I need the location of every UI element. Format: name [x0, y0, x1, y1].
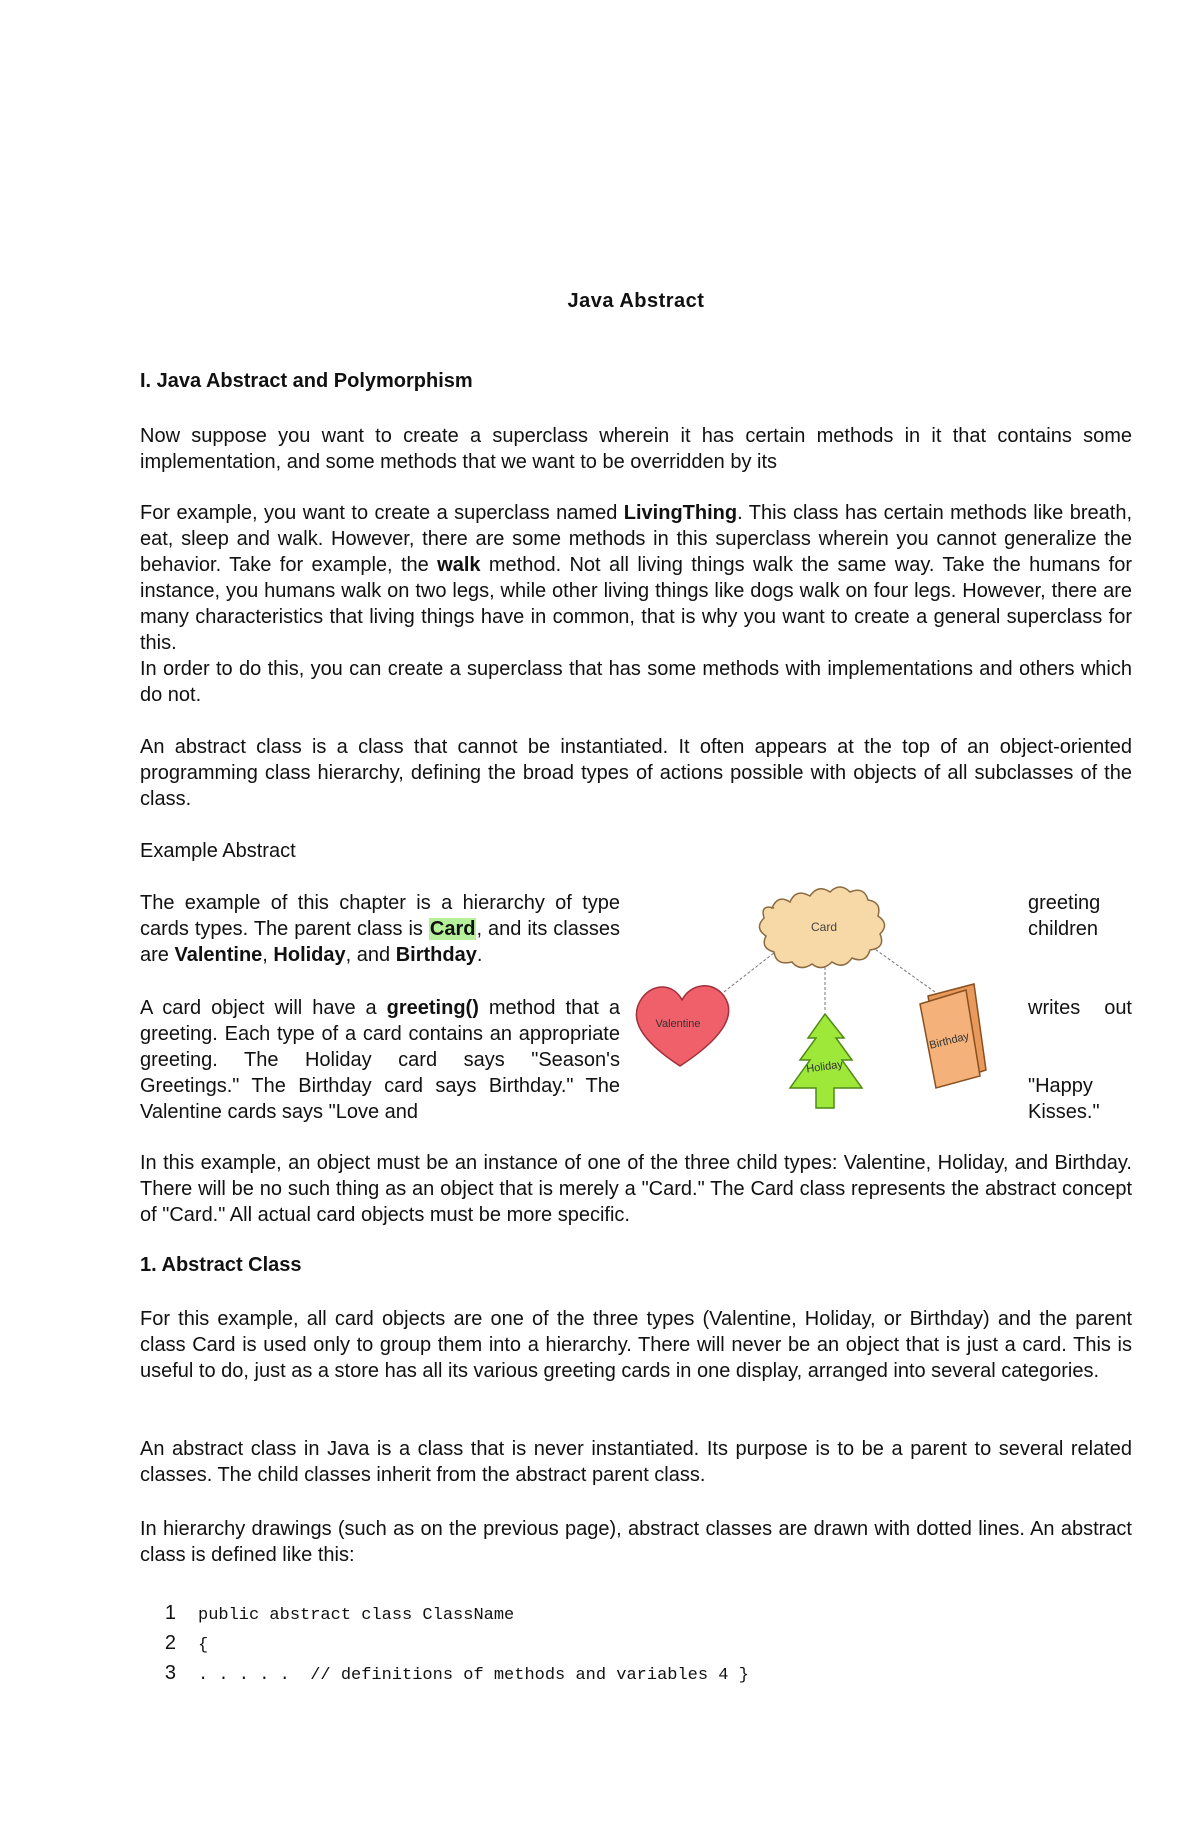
text-run: method that a greeting. Each type of a card contains an appropriate greeting. The Holiday card says "Season's Greetings." The Birthday card says Birthday." The Valentine cards says "Love and [140, 997, 620, 1123]
line-number: 3 [164, 1662, 176, 1684]
holiday-tree-icon [790, 1014, 862, 1108]
page-title: Java Abstract [567, 290, 705, 312]
text-run: A card object will have a [140, 997, 387, 1019]
text-run: The example of this chapter is a hierarchy of type cards types. The parent class is [140, 892, 620, 940]
wrap-paragraph-greeting [140, 995, 620, 1125]
birthday-label: Birthday [928, 1030, 971, 1052]
card-cloud-icon [759, 887, 884, 968]
paragraph-livingthing [140, 500, 1132, 656]
bold-valentine: Valentine [174, 944, 263, 966]
wrap-right-column-3 [1028, 1073, 1132, 1125]
highlight-card: Card [429, 918, 476, 940]
text-run: For example, you want to create a superclass named [140, 502, 624, 524]
wrap-word: writes out [1028, 997, 1132, 1019]
line-number: 2 [164, 1632, 176, 1654]
bold-greeting-method: greeting() [386, 997, 479, 1019]
paragraph-instance: In this example, an object must be an instance of one of the three child types: Valentine, Holiday, and Birthday. There will be no such thing as an object that is merely a "Card." The Card class represents the abstract concept of "Card." All actual card objects must be more specific. [140, 1152, 1132, 1226]
wrap-word: "Happy [1028, 1075, 1093, 1097]
card-hierarchy-figure [630, 880, 1010, 1150]
paragraph-abstract-definition: An abstract class is a class that cannot be instantiated. It often appears at the top of an object-oriented programming class hierarchy, defining the broad types of actions possible with objects of all subclasses of the class. [140, 736, 1132, 810]
bold-walk: walk [437, 554, 481, 576]
paragraph-hierarchy-drawings: In hierarchy drawings (such as on the previous page), abstract classes are drawn with dotted lines. An abstract class is defined like this: [140, 1518, 1132, 1566]
text-run: , and [345, 944, 396, 966]
paragraph-in-order: In order to do this, you can create a superclass that has some methods with implementations and others which do not. [140, 658, 1132, 706]
bold-birthday: Birthday [395, 944, 477, 966]
paragraph-card-objects: For this example, all card objects are one of the three types (Valentine, Holiday, or Birthday) and the parent class Card is used only to group them into a hierarchy. There will never be an object that is just a card. This is useful to do, just as a store has all its various greeting cards in one display, arranged into several categories. [140, 1308, 1132, 1382]
code-line [140, 1628, 749, 1658]
wrap-right-column-1 [1028, 890, 1132, 942]
text-run: . [476, 944, 483, 966]
text-run: . This class has certain methods like breath, eat, sleep and walk. However, there are some methods in this superclass wherein you cannot generalize the behavior. Take for example, the [140, 502, 1133, 576]
holiday-label: Holiday [805, 1058, 844, 1076]
code-text: public abstract class ClassName [198, 1606, 515, 1625]
wrap-word: greeting [1028, 892, 1101, 914]
card-label: Card [810, 920, 838, 934]
text-run: , [262, 944, 274, 966]
paragraph-intro: Now suppose you want to create a superclass wherein it has certain methods in it that contains some implementation, and some methods that we want to be overridden by its [140, 425, 1132, 473]
valentine-label: Valentine [655, 1018, 701, 1030]
wrap-word: Kisses." [1028, 1101, 1100, 1123]
text-run: , and its classes are [140, 918, 620, 966]
text-run: method. Not all living things walk the same way. Take the humans for instance, you humans walk on two legs, while other living things like dogs walk on four legs. However, there are many characteristics that living things have in common, that is why you want to create a general superclass for this. [140, 554, 1132, 654]
bold-livingthing: LivingThing [623, 502, 738, 524]
section-heading-abstract-class: 1. Abstract Class [140, 1254, 302, 1276]
bold-holiday: Holiday [273, 944, 346, 966]
paragraph-abstract-java: An abstract class in Java is a class that is never instantiated. Its purpose is to be a parent to several related classes. The child classes inherit from the abstract parent class. [140, 1438, 1132, 1486]
birthday-card-icon [920, 984, 986, 1088]
code-text: { [198, 1636, 209, 1655]
code-block [140, 1598, 749, 1688]
code-text: . . . . . // definitions of methods and variables 4 } [198, 1666, 749, 1685]
code-line [140, 1598, 749, 1628]
line-number: 1 [164, 1602, 176, 1624]
example-label: Example Abstract [140, 840, 296, 862]
code-line [140, 1658, 749, 1688]
wrap-word: children [1028, 918, 1099, 940]
section-heading-polymorphism: I. Java Abstract and Polymorphism [140, 370, 473, 392]
wrap-right-column-2 [1028, 995, 1132, 1021]
valentine-heart-icon [636, 986, 728, 1066]
wrap-paragraph-hierarchy [140, 890, 620, 968]
